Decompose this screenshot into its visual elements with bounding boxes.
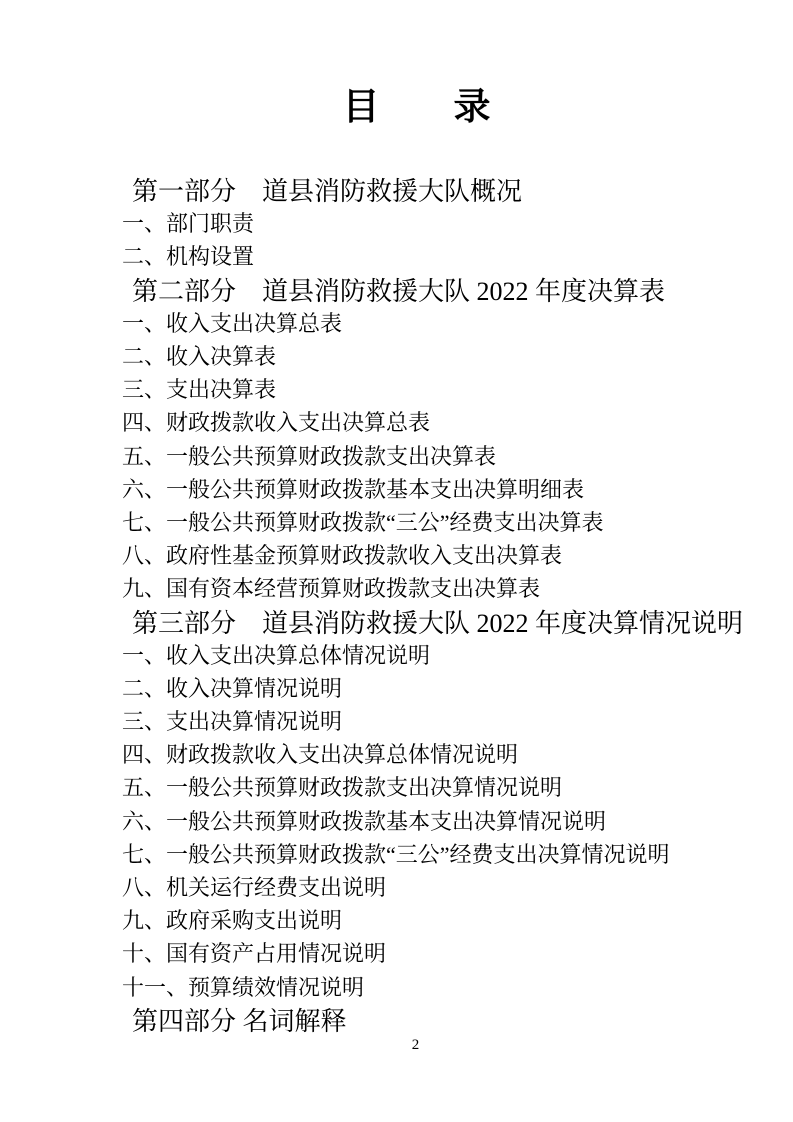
toc-entry: 七、一般公共预算财政拨款“三公”经费支出决算表 (122, 509, 604, 535)
toc-heading-part4: 第四部分 名词解释 (132, 1006, 347, 1036)
toc-entry: 三、支出决算表 (122, 377, 277, 403)
toc-entry: 一、收入支出决算总体情况说明 (122, 642, 431, 668)
toc-entry: 一、部门职责 (122, 211, 255, 237)
toc-entry: 八、政府性基金预算财政拨款收入支出决算表 (122, 543, 563, 569)
toc-entry: 二、机构设置 (122, 244, 255, 270)
toc-entry: 五、一般公共预算财政拨款支出决算表 (122, 443, 497, 469)
toc-entry: 十、国有资产占用情况说明 (122, 941, 387, 967)
toc-title: 目 录 (342, 87, 491, 128)
toc-entry: 六、一般公共预算财政拨款基本支出决算情况说明 (122, 808, 607, 834)
page-number: 2 (411, 1037, 420, 1053)
toc-entry: 八、机关运行经费支出说明 (122, 875, 387, 901)
toc-entry: 九、政府采购支出说明 (122, 908, 343, 934)
toc-entry: 二、收入决算情况说明 (122, 675, 343, 701)
toc-heading-part2: 第二部分 道县消防救援大队 2022 年度决算表 (132, 276, 666, 306)
toc-entry: 一、收入支出决算总表 (122, 310, 343, 336)
toc-entry: 四、财政拨款收入支出决算总表 (122, 410, 431, 436)
toc-entry: 四、财政拨款收入支出决算总体情况说明 (122, 742, 519, 768)
toc-heading-part1: 第一部分 道县消防救援大队概况 (132, 177, 523, 207)
toc-entry: 二、收入决算表 (122, 344, 277, 370)
toc (122, 173, 742, 1036)
toc-entry: 十一、预算绩效情况说明 (122, 974, 365, 1000)
toc-entry: 三、支出决算情况说明 (122, 709, 343, 735)
toc-entry: 六、一般公共预算财政拨款基本支出决算明细表 (122, 476, 585, 502)
toc-entry: 七、一般公共预算财政拨款“三公”经费支出决算情况说明 (122, 841, 670, 867)
toc-entry: 五、一般公共预算财政拨款支出决算情况说明 (122, 775, 563, 801)
toc-heading-part3: 第三部分 道县消防救援大队 2022 年度决算情况说明 (132, 608, 744, 638)
toc-entry: 九、国有资本经营预算财政拨款支出决算表 (122, 576, 541, 602)
